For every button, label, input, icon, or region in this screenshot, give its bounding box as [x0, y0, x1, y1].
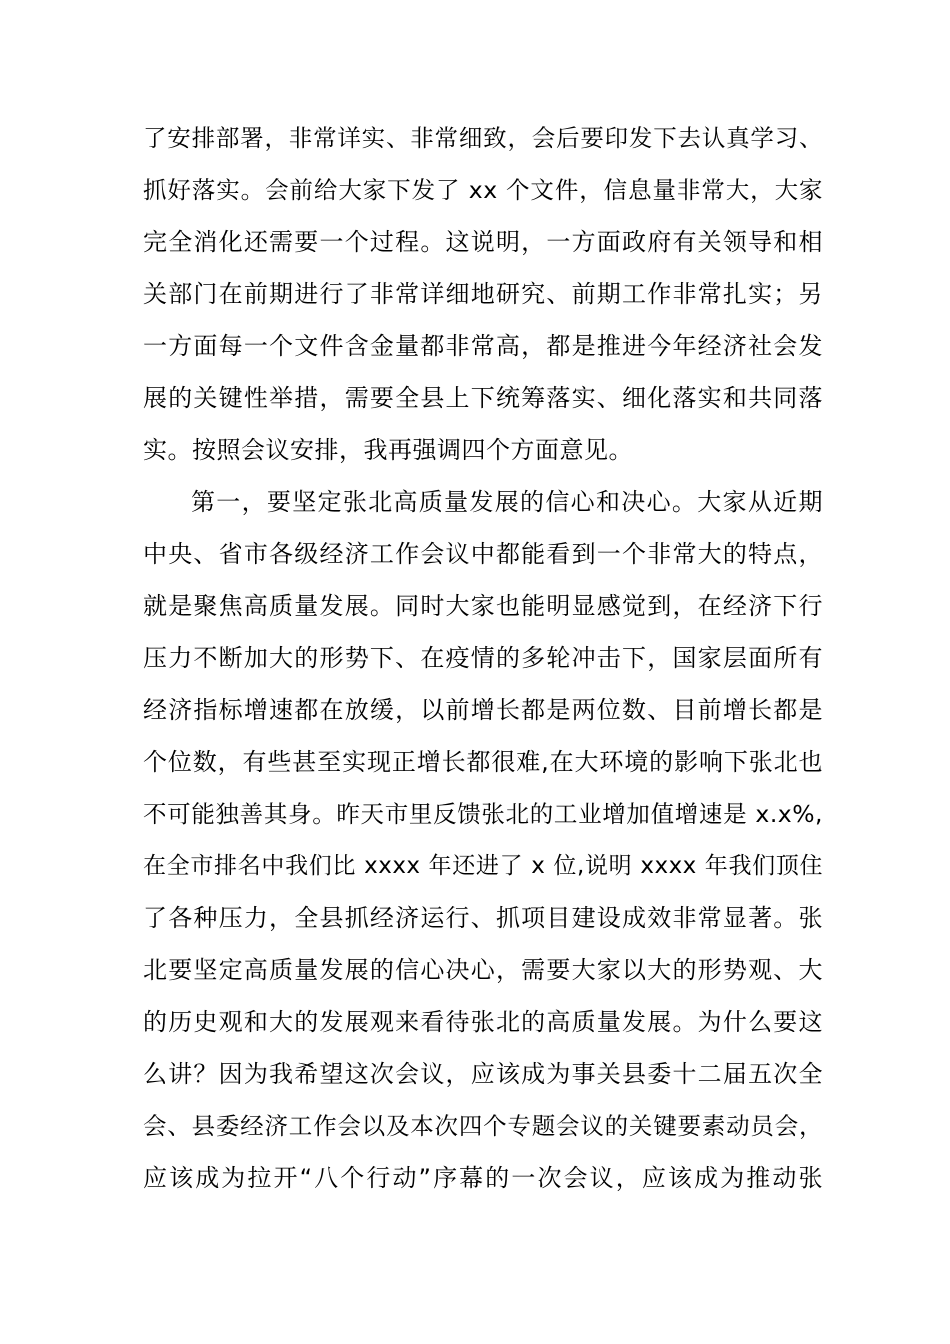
text-line: 经济指标增速都在放缓，以前增长都是两位数、目前增长都是	[143, 696, 823, 724]
text-line: 关部门在前期进行了非常详细地研究、前期工作非常扎实；另	[143, 280, 823, 308]
text-line: 么讲？因为我希望这次会议，应该成为事关县委十二届五次全	[143, 1060, 823, 1088]
text-line: 展的关键性举措，需要全县上下统筹落实、细化落实和共同落	[143, 384, 823, 412]
text-line: 了各种压力，全县抓经济运行、抓项目建设成效非常显著。张	[143, 904, 823, 932]
text-line: 不可能独善其身。昨天市里反馈张北的工业增加值增速是 x.x%,	[143, 800, 823, 828]
text-line: 压力不断加大的形势下、在疫情的多轮冲击下，国家层面所有	[143, 644, 823, 672]
text-line: 会、县委经济工作会以及本次四个专题会议的关键要素动员会，	[143, 1112, 823, 1140]
text-line: 完全消化还需要一个过程。这说明，一方面政府有关领导和相	[143, 228, 823, 256]
text-line: 一方面每一个文件含金量都非常高，都是推进今年经济社会发	[143, 332, 823, 360]
text-line: 实。按照会议安排，我再强调四个方面意见。	[143, 436, 633, 464]
text-line: 的历史观和大的发展观来看待张北的高质量发展。为什么要这	[143, 1008, 823, 1036]
text-line: 个位数，有些甚至实现正增长都很难,在大环境的影响下张北也	[143, 748, 823, 776]
text-line: 抓好落实。会前给大家下发了 xx 个文件，信息量非常大，大家	[143, 176, 823, 204]
text-line: 了安排部署，非常详实、非常细致，会后要印发下去认真学习、	[143, 124, 823, 152]
text-line: 就是聚焦高质量发展。同时大家也能明显感觉到，在经济下行	[143, 592, 823, 620]
paragraph-first-line: 第一，要坚定张北高质量发展的信心和决心。大家从近期	[191, 488, 823, 516]
text-line: 在全市排名中我们比 xxxx 年还进了 x 位,说明 xxxx 年我们顶住	[143, 853, 823, 879]
text-line: 北要坚定高质量发展的信心决心，需要大家以大的形势观、大	[143, 956, 823, 984]
text-line: 中央、省市各级经济工作会议中都能看到一个非常大的特点，	[143, 540, 823, 568]
text-line: 应该成为拉开“八个行动”序幕的一次会议，应该成为推动张	[143, 1164, 823, 1192]
